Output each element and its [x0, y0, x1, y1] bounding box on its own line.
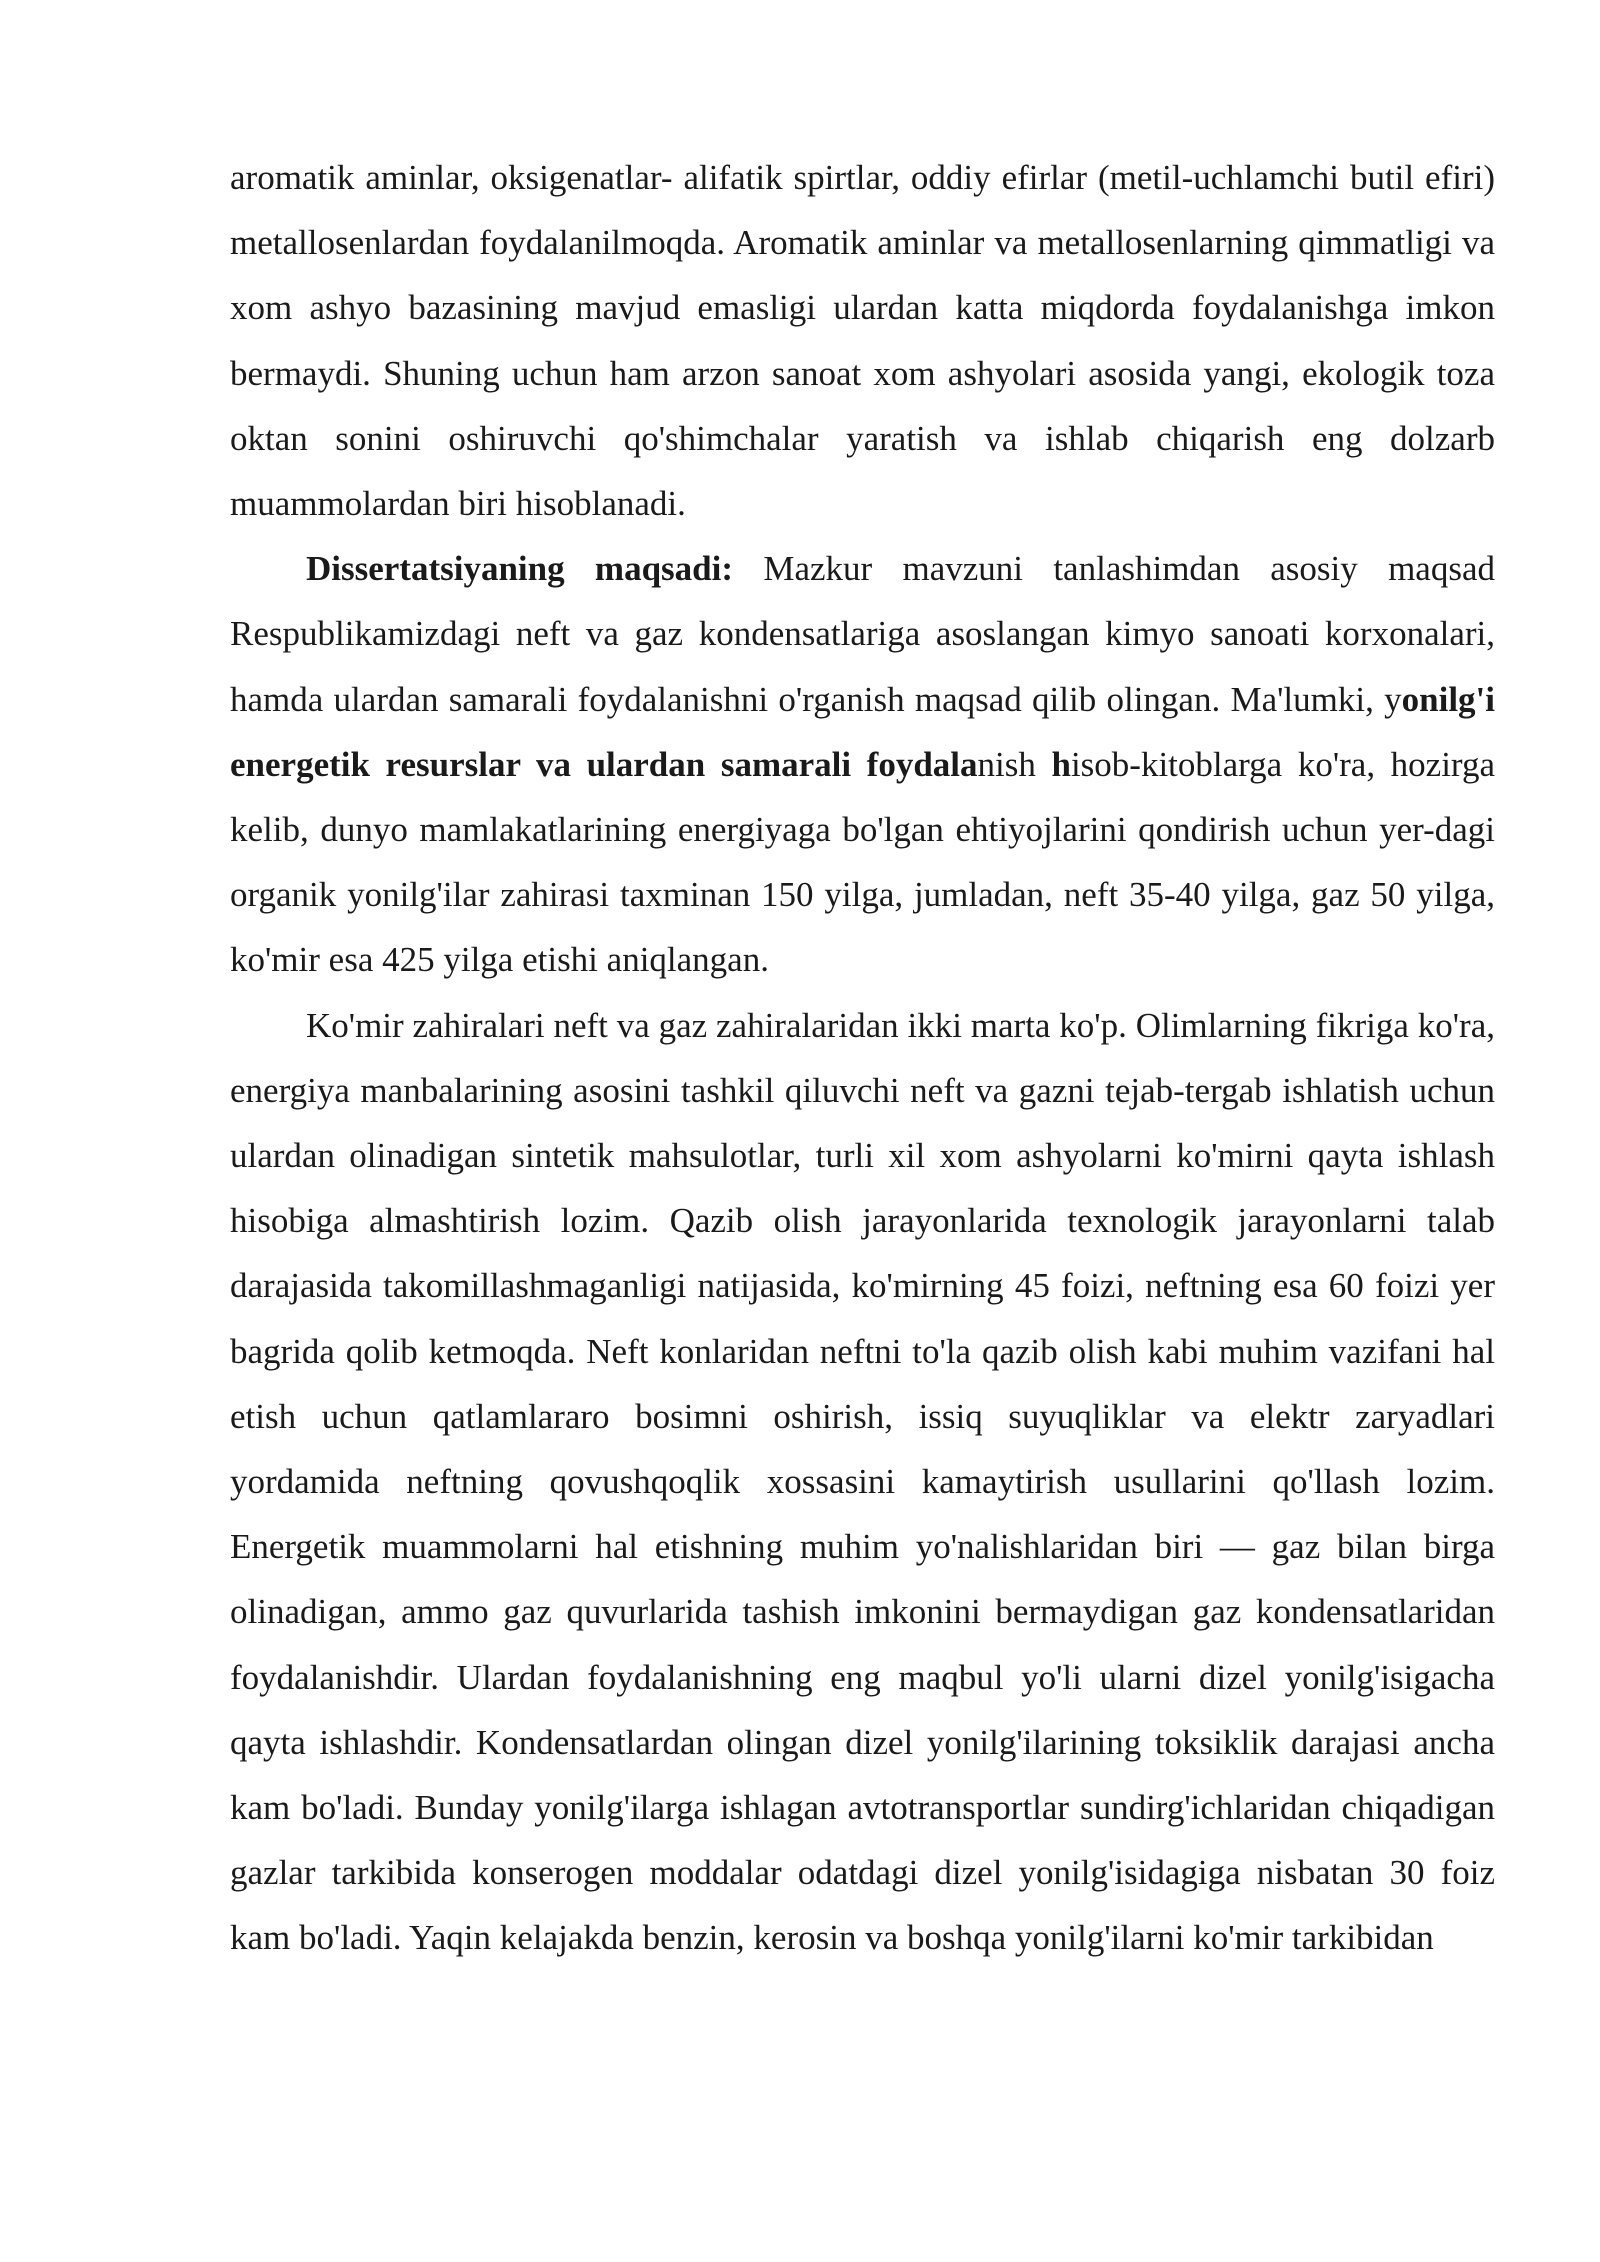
bold-inline-text: onilg'i energetik resurslar va ulardan samarali foydala — [230, 679, 1495, 784]
document-page — [230, 145, 1495, 1971]
paragraph-1 — [230, 145, 1495, 536]
bold-heading-text: Dissertatsiyaning maqsadi: — [306, 549, 734, 589]
paragraph-text: Mazkur mavzuni tanlashimdan asosiy maqsad Respublikamizdagi neft va gaz kondensatlariga asoslangan kimyo sanoati korxonalari, hamda ulardan samarali foydalanishni o'rganish maqsad qilib olingan. Ma'lumki, y — [230, 549, 1495, 719]
paragraph-text: Ko'mir zahiralari neft va gaz zahiralaridan ikki marta ko'p. Olimlarning fikriga ko'ra, energiya manbalarining asosini tashkil qiluvchi neft va gazni tejab-tergab ishlatish uchun ulardan olinadigan sintetik mahsulotlar, turli xil xom ashyolarni ko'mirni qayta ishlash hisobiga almashtirish lozim. Qazib olish jarayonlarida texnologik jarayonlarni talab darajasida takomillashmaganligi natijasida, ko'mirning 45 foizi, neftning esa 60 foizi yer bagrida qolib ketmoqda. Neft konlaridan neftni to'la qazib olish kabi muhim vazifani hal etish uchun qatlamlararo bosimni oshirish, issiq suyuqliklar va elektr zaryadlari yordamida neftning qovushqoqlik xossasini kamaytirish usullarini qo'llash lozim. Energetik muammolarni hal etishning muhim yo'nalishlaridan biri — gaz bilan birga olinadigan, ammo gaz quvurlarida tashish imkonini bermaydigan gaz kondensatlaridan foydalanishdir. Ulardan foydalanishning eng maqbul yo'li ularni dizel yonilg'isigacha qayta ishlashdir. Kondensatlardan olingan dizel yonilg'ilarining toksiklik darajasi ancha kam bo'ladi. Bunday yonilg'ilarga ishlagan avtotransportlar sundirg'ichlaridan chiqadigan gazlar tarkibida konserogen moddalar odatdagi dizel yonilg'isidagiga nisbatan 30 foiz kam bo'ladi. Yaqin kelajakda benzin, kerosin va boshqa yonilg'ilarni ko'mir tarkibidan — [230, 1005, 1495, 1958]
paragraph-3 — [230, 993, 1495, 1971]
bold-inline-letter: h — [1051, 744, 1071, 784]
paragraph-text: aromatik aminlar, oksigenatlar- alifatik spirtlar, oddiy efirlar (metil-uchlamchi butil efiri) metallosenlardan foydalanilmoqda. Aromatik aminlar va metallosenlarning qimmatligi va xom ashyo bazasining mavjud emasligi ulardan katta miqdorda foydalanishga imkon bermaydi. Shuning uchun ham arzon sanoat xom ashyolari asosida yangi, ekologik toza oktan sonini oshiruvchi qo'shimchalar yaratish va ishlab chiqarish eng dolzarb muammolardan biri hisoblanadi. — [230, 158, 1495, 524]
paragraph-text: nish — [977, 744, 1052, 784]
paragraph-text: isob-kitoblarga ko'ra, hozirga kelib, dunyo mamlakatlarining energiyaga bo'lgan ehtiyojlarini qondirish uchun yer-dagi organik yonilg'ilar zahirasi taxminan 150 yilga, jumladan, neft 35-40 yilga, gaz 50 yilga, ko'mir esa 425 yilga etishi aniqlangan. — [230, 744, 1495, 980]
paragraph-2 — [230, 536, 1495, 992]
